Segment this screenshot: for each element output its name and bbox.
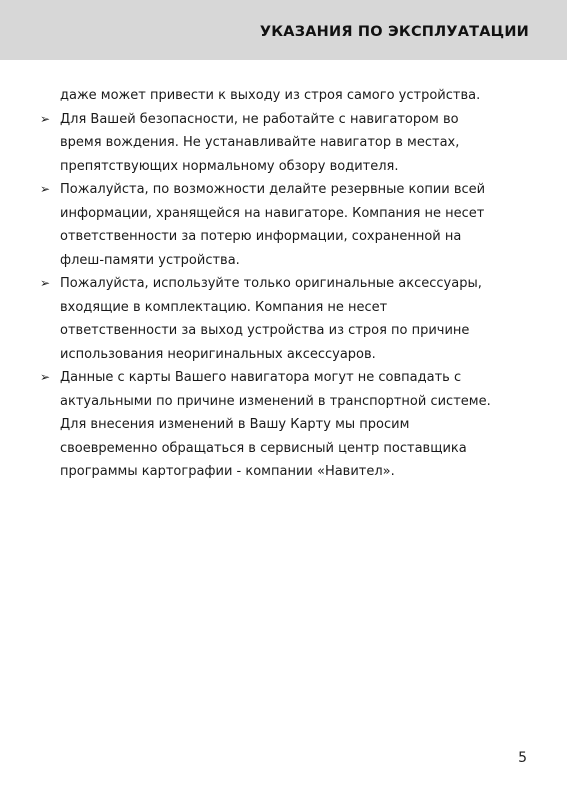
page-number: 5 [518,750,527,766]
line-text: Для Вашей безопасности, не работайте с навигатором во [60,111,459,127]
text-line [40,131,530,155]
line-text: препятствующих нормальному обзору водителя. [60,158,399,174]
line-text: своевременно обращаться в сервисный центр поставщика [60,440,467,456]
line-text: ответственности за выход устройства из строя по причине [60,323,470,338]
line-text: Пожалуйста, по возможности делайте резервные копии всей [60,182,486,197]
line-text: ответственности за потерю информации, сохраненной на [60,229,462,244]
line-text: программы картографии - компании «Навител». [60,464,395,479]
arrow-bullet-icon: ➢ [40,182,51,196]
text-line [40,225,530,249]
text-line [40,390,530,414]
text-line [40,202,530,226]
text-line [40,437,530,461]
text-line [40,108,530,132]
line-text: время вождения. Не устанавливайте навигатор в местах, [60,135,460,150]
line-text: входящие в комплектацию. Компания не несет [60,299,388,315]
arrow-bullet-icon: ➢ [40,111,51,126]
text-line [40,343,530,367]
line-text: использования неоригинальных аксессуаров. [60,346,376,362]
instructions-body [40,84,530,484]
line-text: Данные с карты Вашего навигатора могут не совпадать с [60,370,462,385]
text-line [40,366,530,390]
arrow-bullet-icon: ➢ [40,276,51,290]
text-line [40,460,530,484]
line-text: актуальными по причине изменений в транспортной системе. [60,393,491,409]
text-line [40,272,530,296]
text-line [40,178,530,202]
text-line [40,249,530,273]
line-text: информации, хранящейся на навигаторе. Компания не несет [60,205,485,221]
text-line [40,296,530,320]
line-text: даже может привести к выходу из строя самого устройства. [60,88,481,103]
page-header [0,0,567,60]
page-title: УКАЗАНИЯ ПО ЭКСПЛУАТАЦИИ [259,24,529,40]
line-text: флеш-памяти устройства. [60,252,240,268]
text-line [40,413,530,437]
text-line [40,155,530,179]
text-line [40,319,530,343]
line-text: Пожалуйста, используйте только оригинальные аксессуары, [60,276,482,291]
text-line [40,84,530,108]
arrow-bullet-icon: ➢ [40,370,51,384]
line-text: Для внесения изменений в Вашу Карту мы просим [60,417,410,432]
